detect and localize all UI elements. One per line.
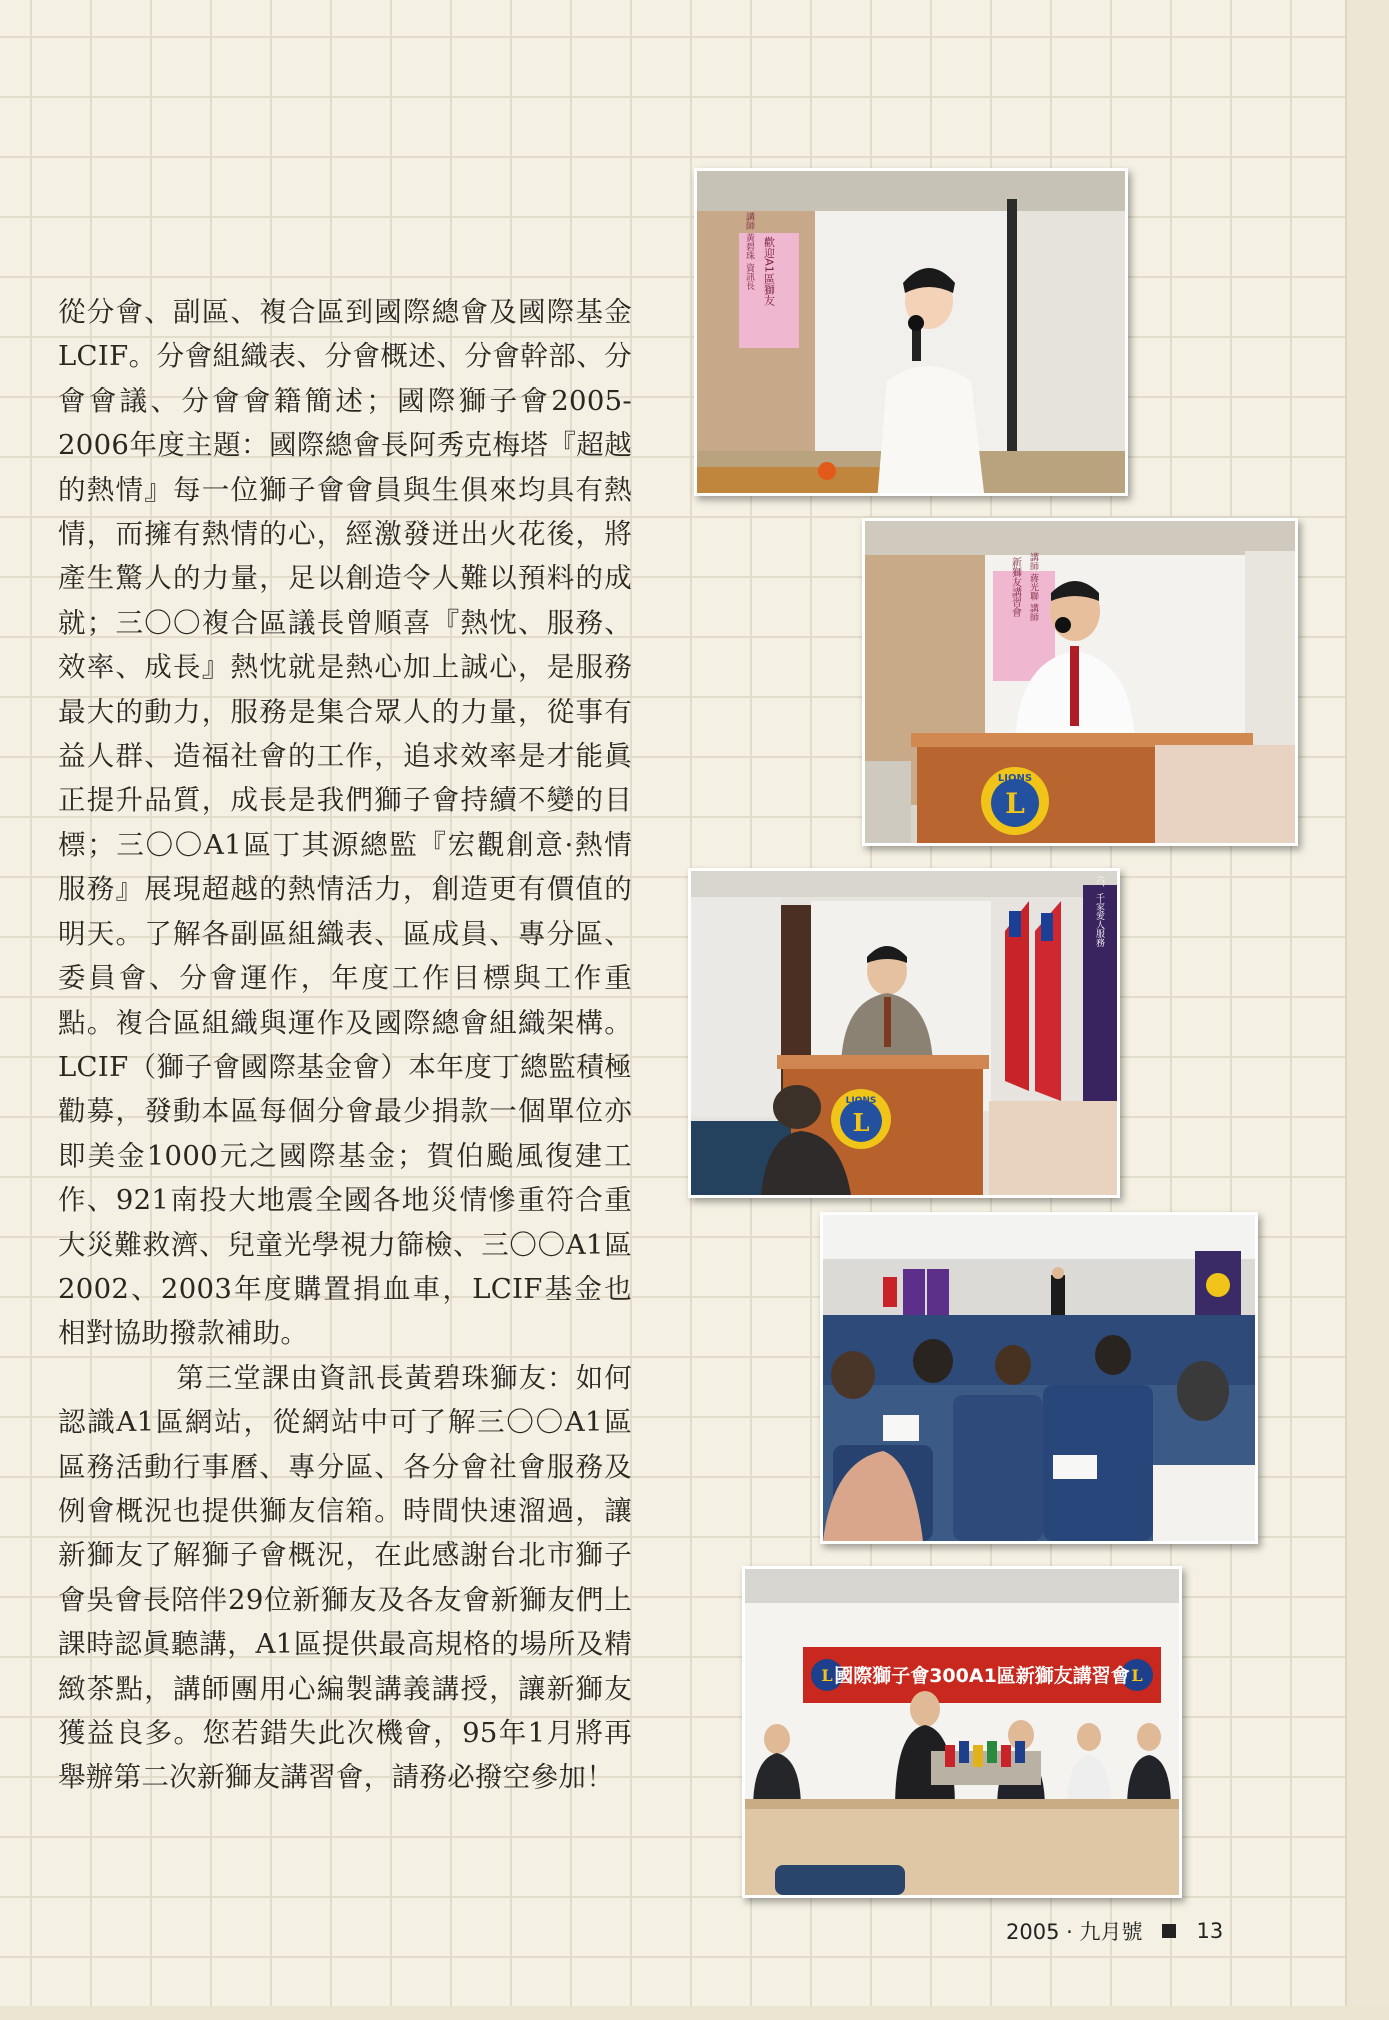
photo2-sign-text: 新獅友講習會	[1009, 557, 1021, 617]
separator-square-icon	[1162, 1924, 1176, 1938]
page-edge-stripe	[1345, 0, 1389, 2020]
photo2-podium-logo: LIONS	[997, 773, 1033, 784]
page-number: 13	[1196, 1919, 1224, 1943]
svg-text:L: L	[1005, 787, 1025, 820]
page-bottom-stripe	[0, 2006, 1389, 2020]
article-paragraph: 第三堂課由資訊長黃碧珠獅友：如何認識A1區網站，從網站中可了解三〇〇A1區區務活動行事曆、專分區、各分會社會服務及例會概況也提供獅友信箱。時間快速溜過，讓新獅友了解獅子會概況，在此感謝台北市獅子會吳會長陪伴29位新獅友及各友會新獅友們上課時認眞聽講，A1區提供最高規格的場所及精緻茶點，講師團用心編製講義講授，讓新獅友獲益良多。您若錯失此次機會，95年1月將再舉辦第二次新獅友講習會，請務必撥空參加！	[58, 1361, 632, 1794]
svg-text:L: L	[821, 1666, 833, 1685]
article-paragraph: 從分會、副區、複合區到國際總會及國際基金LCIF。分會組織表、分會概述、分會幹部、分會會議、分會會籍簡述；國際獅子會2005-2006年度主題：國際總會長阿秀克梅塔『超越的熱情』每一位獅子會會員與生俱來均具有熱情，而擁有熱情的心，經激發迸出火花後，將產生驚人的力量，足以創造令人難以預料的成就；三〇〇複合區議長曾順喜『熱忱、服務、效率、成長』熱忱就是熱心加上誠心，是服務最大的動力，服務是集合眾人的力量，從事有益人群、造福社會的工作，追求效率是才能眞正提升品質，成長是我們獅子會持續不變的目標；三〇〇A1區丁其源總監『宏觀創意·熱情服務』展現超越的熱情活力，創造更有價值的明天。了解各副區組織表、區成員、專分區、委員會、分會運作，年度工作目標與工作重點。複合區組織與運作及國際總會組織架構。LCIF（獅子會國際基金會）本年度丁總監積極勸募，發動本區每個分會最少捐款一個單位亦即美金1000元之國際基金；賀伯颱風復建工作、921南投大地震全國各地災情慘重符合重大災難救濟、兒童光學視力篩檢、三〇〇A1區2002、2003年度購置捐血車，LCIF基金也相對協助撥款補助。	[58, 296, 632, 1350]
photo-man-at-podium	[862, 518, 1298, 846]
photo3-podium-logo: LIONS	[845, 1096, 877, 1106]
photo-woman-speaker	[694, 168, 1128, 496]
photo1-sign-sub: 講師 黃碧珠 資訊長	[744, 212, 754, 290]
photo-head-table	[742, 1566, 1182, 1898]
photo2-sign-sub: 講師 蔣光聯 講師	[1028, 552, 1038, 622]
photo5-banner: 國際獅子會300A1區新獅友講習會	[834, 1665, 1130, 1687]
photo3-banner: 六、千家愛人服務	[1094, 875, 1104, 947]
page-footer	[1006, 1914, 1223, 1948]
photo1-sign-text: 歡迎A1區獅友	[762, 236, 776, 306]
article-body	[58, 290, 632, 1800]
svg-text:L: L	[852, 1108, 870, 1137]
photo-audience	[820, 1212, 1258, 1544]
photo-man-with-flags	[688, 868, 1120, 1198]
svg-text:L: L	[1131, 1666, 1143, 1685]
issue-label: 2005 · 九月號	[1006, 1920, 1143, 1944]
